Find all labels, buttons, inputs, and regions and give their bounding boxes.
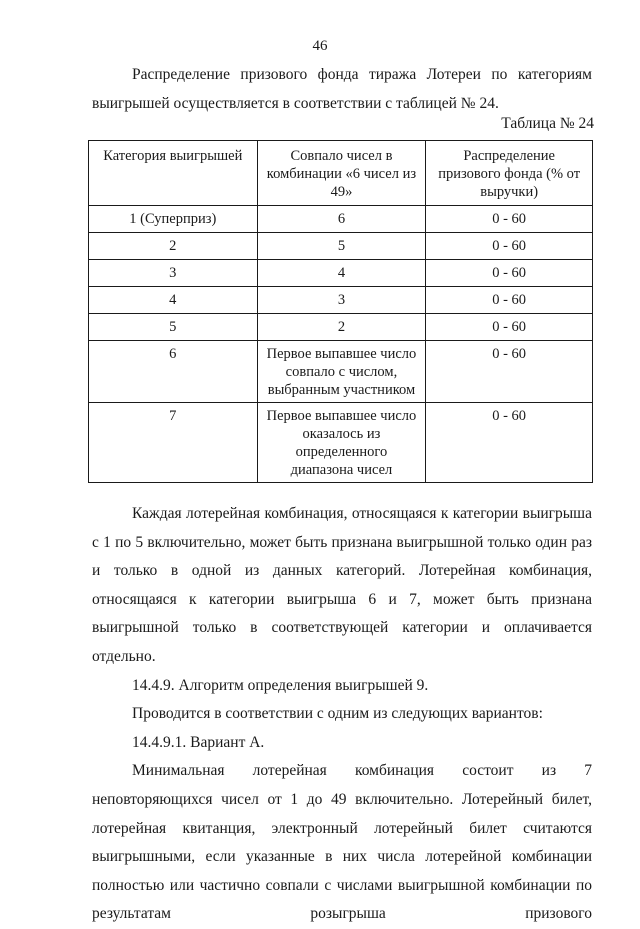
cell-share: 0 - 60 [426,233,593,260]
table-row [89,341,593,403]
body-text [92,500,592,929]
prize-distribution-table [88,140,593,483]
cell-share: 0 - 60 [426,206,593,233]
cell-category: 3 [89,260,258,287]
cell-share: 0 - 60 [426,403,593,483]
table-header-row [89,141,593,206]
cell-matched: 2 [257,314,426,341]
paragraph-variants: Проводится в соответствии с одним из следующих вариантов: [132,705,543,723]
paragraph-winning-combinations: Каждая лотерейная комбинация, относящаяся к категории выигрыша с 1 по 5 включительно, может быть признана выигрышной только один раз и только в одной из данных категорий. Лотерейная комбинация, относящаяся к категории выигрыша 6 и 7, может быть признана выигрышной только в соответствующей категории и оплачивается отдельно. [92,505,592,665]
intro-line-1: Распределение призового фонда тиража Лотереи по категориям [132,66,592,83]
cell-category: 1 (Суперприз) [89,206,258,233]
cell-matched: 3 [257,287,426,314]
cell-share: 0 - 60 [426,314,593,341]
page-number: 46 [312,38,328,54]
cell-category: 5 [89,314,258,341]
section-heading-14-4-9: 14.4.9. Алгоритм определения выигрышей 9. [132,676,429,694]
cell-category: 2 [89,233,258,260]
cell-category: 4 [89,287,258,314]
cell-matched: Первое выпавшее число оказалось из определенного диапазона чисел [257,403,426,483]
cell-matched: 6 [257,206,426,233]
intro-paragraph [92,60,592,118]
header-category: Категория выигрышей [89,141,258,206]
cell-category: 6 [89,341,258,403]
cell-share: 0 - 60 [426,341,593,403]
table-row [89,260,593,287]
table-row [89,314,593,341]
section-heading-14-4-9-1: 14.4.9.1. Вариант А. [132,733,265,751]
table-row [89,233,593,260]
table-caption: Таблица № 24 [501,115,594,132]
cell-share: 0 - 60 [426,260,593,287]
cell-matched: 4 [257,260,426,287]
header-prize-share: Распределение призового фонда (% от выручки) [426,141,593,206]
header-matched-numbers: Совпало чисел в комбинации «6 чисел из 49» [257,141,426,206]
table-row [89,403,593,483]
cell-matched: Первое выпавшее число совпало с числом, выбранным участником [257,341,426,403]
intro-line-2: выигрышей осуществляется в соответствии с таблицей № 24. [92,95,499,112]
cell-share: 0 - 60 [426,287,593,314]
cell-category: 7 [89,403,258,483]
paragraph-variant-a: Минимальная лотерейная комбинация состоит из 7 неповторяющихся чисел от 1 до 49 включительно. Лотерейный билет, лотерейная квитанция, электронный лотерейный билет считаются выигрышными, если указанные в них числа лотерейной комбинации полностью или частично совпали с числами выигрышной комбинации по результатам розыгрыша призового [92,762,592,923]
cell-matched: 5 [257,233,426,260]
table-row [89,206,593,233]
table-row [89,287,593,314]
